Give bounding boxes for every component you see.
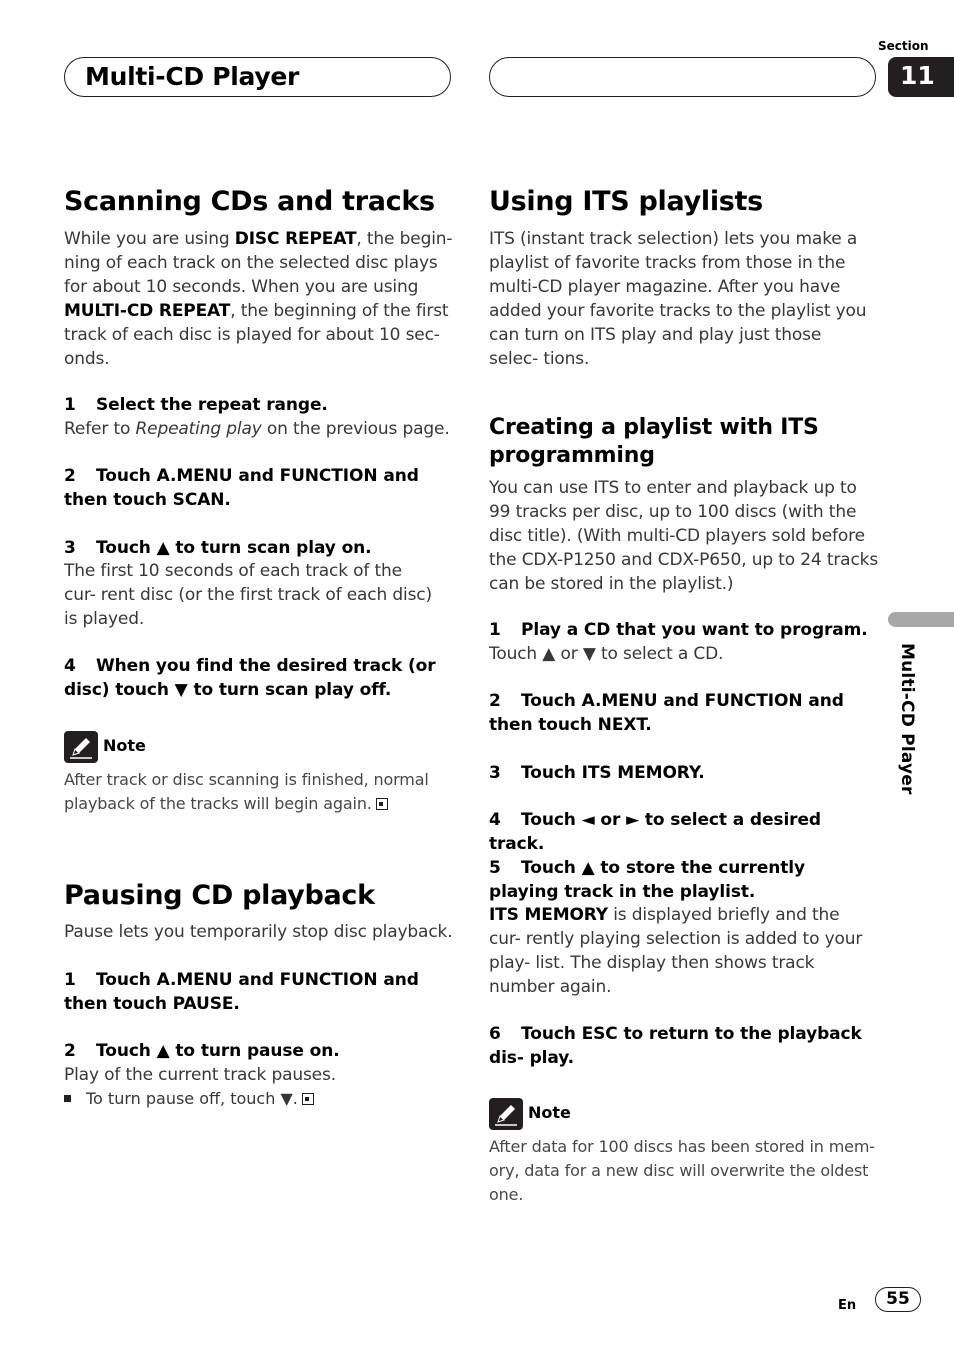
create-step-3: [489, 761, 879, 785]
pause-step-1: [64, 968, 454, 1016]
step-label: Play a CD that you want to program.: [521, 620, 868, 640]
section-badge: [888, 57, 954, 97]
step-label: Touch ◄ or ► to select a desired track.: [489, 810, 821, 854]
scan-step-2: [64, 464, 454, 512]
step-label: Touch A.MENU and FUNCTION and then touch NEXT.: [489, 691, 844, 735]
scan-step-4: [64, 654, 436, 702]
create-step-5: [489, 856, 879, 904]
step-label: When you find the desired track (or disc) touch ▼ to turn scan play off.: [64, 656, 436, 700]
italic-text: Repeating play: [135, 419, 262, 439]
text-run: is displayed briefly and the cur- rently playing selection is added to your play- list. The display then shows track number again.: [489, 905, 863, 997]
pause-bullet: [64, 1087, 454, 1111]
step-number: 2: [64, 466, 76, 486]
step-number: 3: [64, 538, 76, 558]
step-number: 1: [64, 970, 76, 990]
section-label: Section: [878, 39, 929, 53]
step-number: 4: [489, 810, 501, 830]
bullet-text: To turn pause off, touch ▼.: [86, 1089, 298, 1108]
step-label: Touch ESC to return to the playback dis- play.: [489, 1024, 862, 1068]
create-note-text: After data for 100 discs has been stored in mem- ory, data for a new disc will overwrite the oldest one.: [489, 1137, 875, 1204]
section-number: 11: [900, 61, 935, 90]
chapter-header: [64, 57, 451, 97]
create-intro: You can use ITS to enter and playback up to 99 tracks per disc, up to 100 discs (with the disc title). (With multi-CD players sold before the CDX-P1250 and CDX-P650, up to 24 tracks can be stored in the playlist.): [489, 478, 879, 594]
note-pencil-icon: [64, 731, 98, 763]
its-intro: ITS (instant track selection) lets you make a playlist of favorite tracks from those in the multi-CD player magazine. After you have added your favorite tracks to the playlist you can turn on ITS play and play just those selec- tions.: [489, 229, 867, 369]
emphasis-text: ITS MEMORY: [489, 905, 608, 925]
note-pencil-icon: [489, 1098, 523, 1130]
step-number: 4: [64, 656, 76, 676]
step-label: Touch ITS MEMORY.: [521, 763, 705, 783]
language-label: En: [838, 1298, 857, 1313]
pause-intro: Pause lets you temporarily stop disc playback.: [64, 922, 453, 942]
step-number: 1: [64, 395, 76, 415]
create-step-1-body: Touch ▲ or ▼ to select a CD.: [489, 644, 724, 664]
create-step-6: [489, 1022, 879, 1070]
text-run: , the beginning of the first track of each disc is played for about 10 sec- onds.: [64, 301, 449, 369]
step-number: 2: [64, 1041, 76, 1061]
step-label: Touch A.MENU and FUNCTION and then touch PAUSE.: [64, 970, 419, 1014]
create-step-5-body: [489, 903, 875, 999]
step-number: 5: [489, 858, 501, 878]
pause-step-2: [64, 1039, 454, 1063]
create-step-1: [489, 618, 879, 642]
side-tab-label: Multi-CD Player: [897, 643, 917, 795]
text-run: on the previous page.: [261, 419, 450, 439]
step-number: 2: [489, 691, 501, 711]
step-label: Touch A.MENU and FUNCTION and then touch SCAN.: [64, 466, 419, 510]
header-blank-pill: [489, 57, 876, 97]
step-label: Touch ▲ to store the currently playing track in the playlist.: [489, 858, 805, 902]
pause-heading: Pausing CD playback: [64, 880, 375, 911]
scan-intro: [64, 227, 454, 371]
step-number: 3: [489, 763, 501, 783]
bullet-icon: [64, 1095, 71, 1102]
page-number: 55: [886, 1289, 910, 1309]
scan-step-1-body: [64, 417, 454, 441]
end-mark-icon: [302, 1093, 314, 1105]
note-text: After track or disc scanning is finished, normal playback of the tracks will begin again.: [64, 770, 429, 813]
emphasis-text: DISC REPEAT: [234, 229, 357, 249]
step-label: Touch ▲ to turn pause on.: [96, 1041, 340, 1061]
scan-step-1: [64, 393, 454, 417]
emphasis-text: MULTI-CD REPEAT: [64, 301, 231, 321]
scan-step-3-body: The first 10 seconds of each track of the cur- rent disc (or the first track of each disc) is played.: [64, 561, 432, 629]
page-number-badge: [875, 1287, 921, 1312]
chapter-title: Multi-CD Player: [85, 62, 300, 91]
create-heading: Creating a playlist with ITS programming: [489, 415, 819, 468]
create-step-2: [489, 689, 879, 737]
step-label: Select the repeat range.: [96, 395, 328, 415]
note-label: Note: [528, 1103, 571, 1122]
end-mark-icon: [376, 798, 388, 810]
scan-note-text: [64, 768, 454, 816]
text-run: Refer to: [64, 419, 136, 439]
pause-step-2-body: Play of the current track pauses.: [64, 1065, 336, 1085]
step-number: 1: [489, 620, 501, 640]
its-heading: Using ITS playlists: [489, 186, 763, 217]
create-step-4: [489, 808, 879, 856]
scan-step-3: [64, 536, 454, 560]
step-number: 6: [489, 1024, 501, 1044]
scan-heading: Scanning CDs and tracks: [64, 186, 435, 217]
side-tab: [888, 612, 954, 627]
text-run: , the begin- ning of each track on the selected disc plays for about 10 seconds. When you are using: [64, 229, 453, 297]
text-run: While you are using: [64, 229, 235, 249]
step-label: Touch ▲ to turn scan play on.: [96, 538, 372, 558]
note-label: Note: [103, 736, 146, 755]
